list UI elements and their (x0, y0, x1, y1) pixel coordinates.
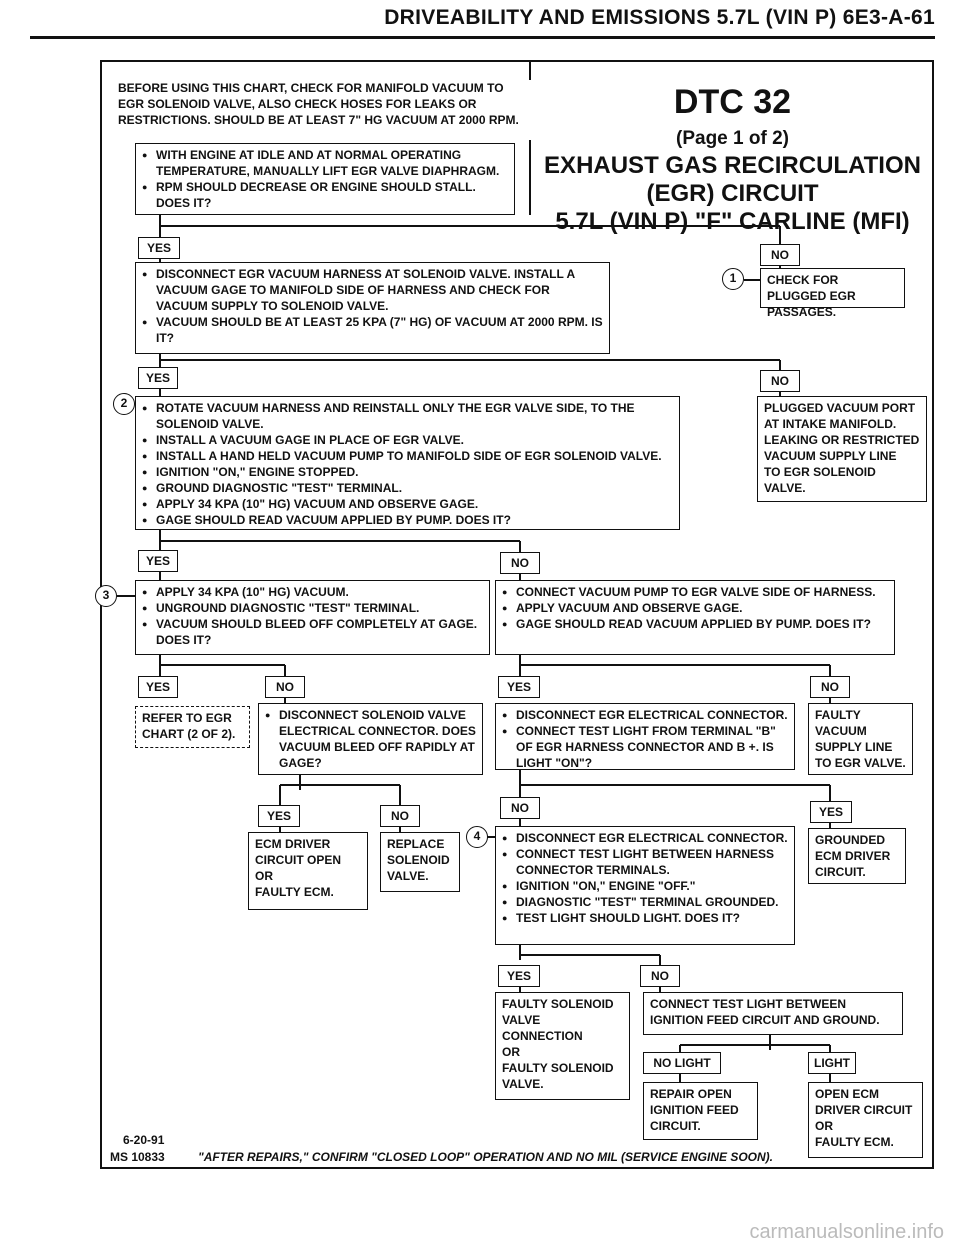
no-label: NO (640, 965, 680, 987)
step-lift-diaphragm (135, 143, 515, 215)
text-line: FAULTY ECM. (815, 1135, 894, 1149)
step-disconnect-solenoid (258, 703, 483, 775)
step-check-vacuum-supply (135, 262, 610, 354)
footer-date: 6-20-91 (123, 1133, 165, 1147)
faulty-vacuum-supply-line (808, 703, 913, 775)
step-bullet: ● DIAGNOSTIC "TEST" TERMINAL GROUNDED. (502, 894, 788, 910)
grounded-ecm-driver (808, 828, 906, 884)
open-ecm-driver-result (808, 1082, 923, 1158)
text-line: CHART (2 OF 2). (142, 727, 236, 741)
step-bullet: ● TEST LIGHT SHOULD LIGHT. DOES IT? (502, 910, 788, 926)
text-line: TO EGR VALVE. (815, 756, 906, 770)
yes-label: YES (810, 801, 852, 823)
no-label: NO (265, 676, 305, 698)
text-line: SOLENOID (387, 853, 450, 867)
step-bullet: ● RPM SHOULD DECREASE OR ENGINE SHOULD STALL. DOES IT? (142, 179, 508, 211)
step-bullet: ● GROUND DIAGNOSTIC "TEST" TERMINAL. (142, 480, 673, 496)
text-line: PLUGGED VACUUM PORT (764, 401, 916, 415)
no-label: NO (500, 797, 540, 819)
plugged-vacuum-port (757, 396, 927, 502)
text-line: OR (815, 1119, 833, 1133)
intro-note (110, 80, 535, 140)
text-line: FAULTY SOLENOID (502, 997, 614, 1011)
text-line: TO EGR SOLENOID (764, 465, 876, 479)
yes-label: YES (138, 237, 180, 259)
light-label: LIGHT (808, 1052, 856, 1074)
yes-label: YES (258, 805, 300, 827)
text-line: CONNECTION (502, 1029, 583, 1043)
text-line: OR (502, 1045, 520, 1059)
step-bullet: ● APPLY VACUUM AND OBSERVE GAGE. (502, 600, 888, 616)
no-label: NO (500, 552, 540, 574)
step-bullet: ● ROTATE VACUUM HARNESS AND REINSTALL ONLY THE EGR VALVE SIDE, TO THE SOLENOID VALVE. (142, 400, 673, 432)
text-line: FAULTY ECM. (255, 885, 334, 899)
text-line: VALVE. (764, 481, 806, 495)
text-line: REFER TO EGR (142, 711, 232, 725)
dtc-code: DTC 32 (673, 83, 792, 121)
watermark: carmanualsonline.info (749, 1221, 944, 1243)
intro-line: EGR SOLENOID VALVE, ALSO CHECK HOSES FOR LEAKS OR (118, 97, 477, 111)
text-line: IGNITION FEED CIRCUIT AND GROUND. (650, 1013, 880, 1027)
text-line: VACUUM SUPPLY LINE (764, 449, 897, 463)
repair-open-ignition-feed (643, 1082, 758, 1140)
footer-ms-number: MS 10833 (110, 1150, 165, 1164)
text-line: CONNECT TEST LIGHT BETWEEN (650, 997, 846, 1011)
step-bullet: ● IGNITION "ON," ENGINE "OFF." (502, 878, 788, 894)
step-bullet: ● UNGROUND DIAGNOSTIC "TEST" TERMINAL. (142, 600, 483, 616)
step-bullet: ● CONNECT TEST LIGHT BETWEEN HARNESS CONNECTOR TERMINALS. (502, 846, 788, 878)
circle-4: 4 (466, 826, 488, 848)
yes-label: YES (138, 676, 178, 698)
step-bullet: ● INSTALL A HAND HELD VACUUM PUMP TO MANIFOLD SIDE OF EGR SOLENOID VALVE. (142, 448, 673, 464)
text-line: FAULTY (815, 708, 861, 722)
intro-line: RESTRICTIONS. SHOULD BE AT LEAST 7" HG VACUUM AT 2000 RPM. (118, 113, 519, 127)
step-bullet: ● VACUUM SHOULD BLEED OFF COMPLETELY AT GAGE. DOES IT? (142, 616, 483, 648)
circle-2: 2 (113, 393, 135, 415)
step-unground-test (135, 580, 490, 655)
no-light-label: NO LIGHT (643, 1052, 721, 1074)
step-bullet: ● DISCONNECT SOLENOID VALVE ELECTRICAL CONNECTOR. DOES VACUUM BLEED OFF RAPIDLY AT GAGE? (265, 707, 476, 771)
step-bullet: ● IGNITION "ON," ENGINE STOPPED. (142, 464, 673, 480)
step-bullet: ● VACUUM SHOULD BE AT LEAST 25 KPA (7" HG) OF VACUUM AT 2000 RPM. IS IT? (142, 314, 603, 346)
text-line: ECM DRIVER (815, 849, 891, 863)
no-label: NO (380, 805, 420, 827)
dtc-line3: 5.7L (VIN P) "F" CARLINE (MFI) (555, 208, 910, 235)
text-line: FAULTY SOLENOID (502, 1061, 614, 1075)
step-bullet: ● APPLY 34 KPA (10" HG) VACUUM. (142, 584, 483, 600)
circle-3: 3 (95, 585, 117, 607)
text-line: ECM DRIVER (255, 837, 331, 851)
text-line: SUPPLY LINE (815, 740, 893, 754)
step-bullet: ● APPLY 34 KPA (10" HG) VACUUM AND OBSERVE GAGE. (142, 496, 673, 512)
dtc-page: (Page 1 of 2) (676, 128, 789, 149)
check-plugged-egr: CHECK FOR PLUGGED EGR PASSAGES. (760, 268, 905, 308)
replace-solenoid-result (380, 832, 460, 892)
circle-1: 1 (722, 268, 744, 290)
step-bullet: ● WITH ENGINE AT IDLE AND AT NORMAL OPERATING TEMPERATURE, MANUALLY LIFT EGR VALVE DIAPHRAGM. (142, 147, 508, 179)
yes-label: YES (498, 965, 540, 987)
step-bullet: ● INSTALL A VACUUM GAGE IN PLACE OF EGR VALVE. (142, 432, 673, 448)
text-line: REPLACE (387, 837, 445, 851)
text-line: VALVE. (502, 1077, 544, 1091)
footer-after-repairs-note: "AFTER REPAIRS," CONFIRM "CLOSED LOOP" OPERATION AND NO MIL (SERVICE ENGINE SOON). (198, 1150, 774, 1164)
step-test-light-harness (495, 826, 795, 945)
step-bullet: ● CONNECT TEST LIGHT FROM TERMINAL "B" OF EGR HARNESS CONNECTOR AND B +. IS LIGHT "ON"? (502, 723, 788, 771)
page-header: DRIVEABILITY AND EMISSIONS 5.7L (VIN P) 6E3-A-61 (384, 6, 935, 29)
text-line: AT INTAKE MANIFOLD. (764, 417, 897, 431)
dtc-title-block (535, 82, 930, 236)
no-label: NO (760, 370, 800, 392)
text-line: GROUNDED (815, 833, 886, 847)
yes-label: YES (138, 367, 178, 389)
step-hand-vacuum-pump (135, 396, 680, 530)
text-line: OR (255, 869, 273, 883)
no-label: NO (810, 676, 850, 698)
faulty-solenoid-result (495, 992, 630, 1100)
step-bullet: ● GAGE SHOULD READ VACUUM APPLIED BY PUMP. DOES IT? (502, 616, 888, 632)
step-test-light-terminal-b (495, 703, 795, 770)
step-bullet: ● DISCONNECT EGR ELECTRICAL CONNECTOR. (502, 830, 788, 846)
text-line: REPAIR OPEN (650, 1087, 732, 1101)
text-line: OPEN ECM (815, 1087, 880, 1101)
step-bullet: ● CONNECT VACUUM PUMP TO EGR VALVE SIDE OF HARNESS. (502, 584, 888, 600)
step-bullet: ● DISCONNECT EGR ELECTRICAL CONNECTOR. (502, 707, 788, 723)
ecm-driver-open-result (248, 832, 368, 910)
text-line: DRIVER CIRCUIT (815, 1103, 913, 1117)
intro-line: BEFORE USING THIS CHART, CHECK FOR MANIFOLD VACUUM TO (118, 81, 504, 95)
text-line: IGNITION FEED (650, 1103, 739, 1117)
text-line: CIRCUIT. (815, 865, 866, 879)
step-connect-pump-egr-side (495, 580, 895, 655)
text-line: VALVE (502, 1013, 541, 1027)
text-line: LEAKING OR RESTRICTED (764, 433, 920, 447)
text-line: VALVE. (387, 869, 429, 883)
no-label: NO (760, 244, 800, 266)
text-line: CIRCUIT. (650, 1119, 701, 1133)
yes-label: YES (138, 550, 178, 572)
text-line: CIRCUIT OPEN (255, 853, 342, 867)
step-bullet: ● DISCONNECT EGR VACUUM HARNESS AT SOLENOID VALVE. INSTALL A VACUUM GAGE TO MANIFOLD SIDE OF HARNESS AND CHECK FOR VACUUM SUPPLY TO SOLENOID VALVE. (142, 266, 603, 314)
dtc-line2: (EGR) CIRCUIT (646, 180, 819, 207)
step-connect-ignition-feed (643, 992, 903, 1035)
refer-egr-chart-2 (135, 706, 250, 748)
yes-label: YES (498, 676, 540, 698)
text-line: VACUUM (815, 724, 867, 738)
step-bullet: ● GAGE SHOULD READ VACUUM APPLIED BY PUMP. DOES IT? (142, 512, 673, 528)
dtc-line1: EXHAUST GAS RECIRCULATION (544, 152, 921, 179)
